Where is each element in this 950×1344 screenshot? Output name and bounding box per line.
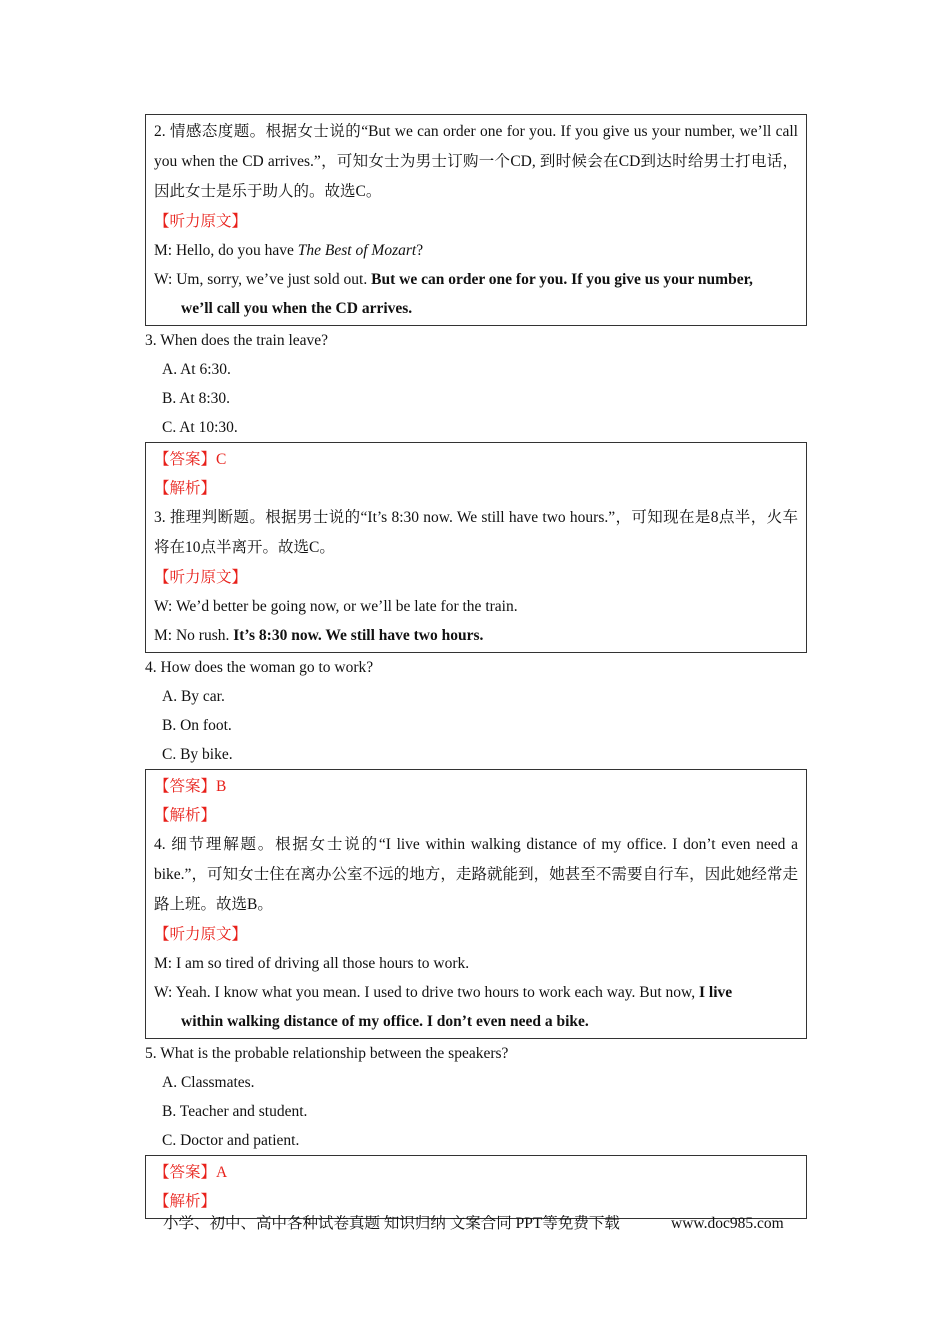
q5-option-b: B. Teacher and student.: [162, 1103, 308, 1120]
footer-promo-text: 小学、初中、高中各种试卷真题 知识归纳 文案合同 PPT等免费下载: [163, 1215, 620, 1232]
q3-option-b: B. At 8:30.: [162, 390, 231, 407]
q3-script-man-line: M: No rush. It’s 8:30 now. We still have two hours.: [154, 627, 484, 644]
q3-script-woman-line: W: We’d better be going now, or we’ll be late for the train.: [154, 598, 518, 615]
q4-option-b: B. On foot.: [162, 717, 232, 734]
q4-explanation-box: [145, 769, 807, 1039]
q4-script-man-line: M: I am so tired of driving all those hours to work.: [154, 955, 470, 972]
q5-answer-label: 【答案】A: [154, 1164, 228, 1181]
q4-script-woman-line: W: Yeah. I know what you mean. I used to drive two hours to work each way. But now, I live: [154, 984, 733, 1001]
q4-option-c: C. By bike.: [162, 746, 233, 763]
q2-script-woman-line: W: Um, sorry, we’ve just sold out. But we can order one for you. If you give us your number,: [154, 271, 753, 288]
q4-option-a: A. By car.: [162, 688, 225, 705]
q3-question: 3. When does the train leave?: [145, 332, 329, 349]
q2-key-sentence: But we can order one for you. If you give us your number,: [371, 271, 753, 288]
q3-answer-label: 【答案】C: [154, 451, 227, 468]
q4-script-label: 【听力原文】: [154, 926, 248, 943]
q2-script-label: 【听力原文】: [154, 213, 248, 230]
q4-question: 4. How does the woman go to work?: [145, 659, 374, 676]
q4-answer-label: 【答案】B: [154, 778, 227, 795]
footer-url-link[interactable]: www.doc985.com: [671, 1215, 784, 1232]
document-page: [145, 114, 807, 1219]
q3-script-label: 【听力原文】: [154, 569, 248, 586]
q2-analysis-text: 2. 情感态度题。根据女士说的“But we can order one for you. If you give us your number, we’ll call you when the CD arrives.”，可知女士为男士订购一个CD, 到时候会在CD到达时给男士打电话，因此女士是乐于助人的。故选C。: [154, 123, 798, 200]
q3-analysis-text: 3. 推理判断题。根据男士说的“It’s 8:30 now. We still have two hours.”，可知现在是8点半，火车将在10点半离开。故选C。: [154, 509, 798, 556]
q3-analysis-label: 【解析】: [154, 480, 217, 497]
q5-option-a: A. Classmates.: [162, 1074, 255, 1091]
q4-key-sentence: I live: [698, 984, 733, 1001]
q2-album-title: The Best of Mozart: [297, 242, 417, 259]
q5-option-c: C. Doctor and patient.: [162, 1132, 300, 1149]
q2-explanation-box: [145, 114, 807, 326]
q3-key-sentence: It’s 8:30 now. We still have two hours.: [233, 627, 484, 644]
q2-script-woman-line-cont: we’ll call you when the CD arrives.: [181, 300, 413, 317]
q4-analysis-label: 【解析】: [154, 807, 217, 824]
q4-analysis-text: 4. 细节理解题。根据女士说的“I live within walking distance of my office. I don’t even need a bike.”，可知女士住在离办公室不远的地方，走路就能到，她甚至不需要自行车，因此她经常走路上班。故选B。: [154, 836, 798, 913]
q4-script-woman-line-cont: within walking distance of my office. I don’t even need a bike.: [181, 1013, 589, 1030]
q3-option-a: A. At 6:30.: [162, 361, 231, 378]
q2-script-man-line: M: Hello, do you have The Best of Mozart?: [154, 242, 424, 259]
q3-option-c: C. At 10:30.: [162, 419, 238, 436]
q5-analysis-label: 【解析】: [154, 1193, 217, 1210]
q5-question: 5. What is the probable relationship between the speakers?: [145, 1045, 509, 1062]
q3-explanation-box: [145, 442, 807, 653]
page-footer: [163, 1210, 803, 1238]
